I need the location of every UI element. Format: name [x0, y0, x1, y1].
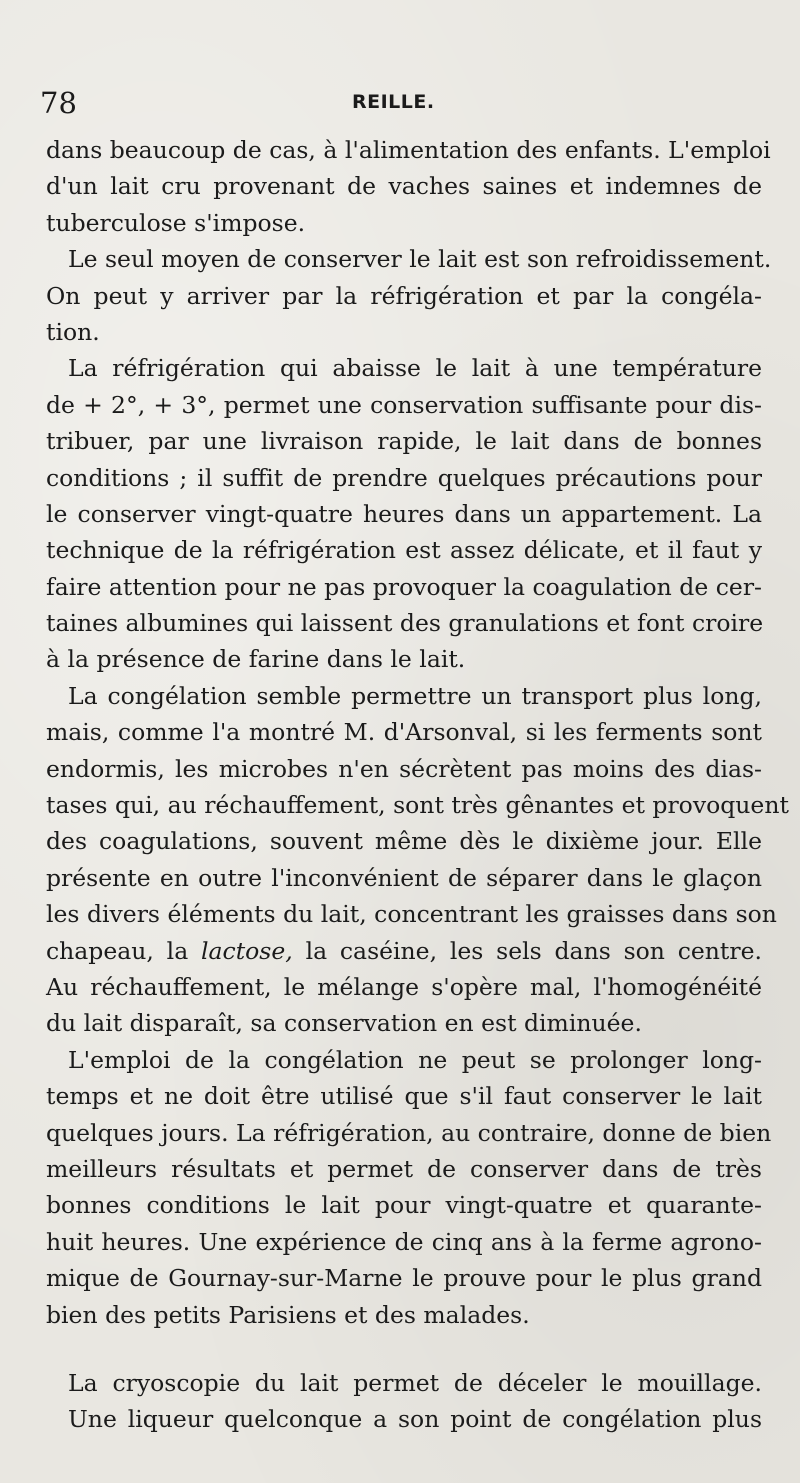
text-line: tases qui, au réchauffement, sont très gênantes et provoquent — [46, 791, 789, 820]
text-line: bonnes conditions le lait pour vingt-quatre et quarante- — [46, 1191, 762, 1220]
page-header — [40, 86, 760, 126]
text-line: La congélation semble permettre un transport plus long, — [68, 681, 762, 710]
text-line: tribuer, par une livraison rapide, le lait dans de bonnes — [46, 427, 762, 456]
text-line: endormis, les microbes n'en sécrètent pas moins des dias- — [46, 754, 762, 783]
text-line: technique de la réfrigération est assez délicate, et il faut y — [46, 536, 762, 565]
text-fragment: la caséine, les sels dans son centre. — [305, 936, 762, 965]
text-line: à la présence de farine dans le lait. — [46, 645, 466, 674]
italic-term: lactose, — [201, 936, 293, 965]
text-line: le conserver vingt-quatre heures dans un appartement. La — [46, 499, 762, 528]
text-line: huit heures. Une expérience de cinq ans à la ferme agrono- — [46, 1227, 762, 1256]
text-line: On peut y arriver par la réfrigération et par la congéla- — [46, 281, 762, 310]
text-line: Au réchauffement, le mélange s'opère mal, l'homogénéité — [46, 972, 762, 1001]
text-line: dans beaucoup de cas, à l'alimentation des enfants. L'emploi — [46, 136, 771, 164]
text-line: de + 2°, + 3°, permet une conservation suffisante pour dis- — [46, 390, 762, 419]
text-line: bien des petits Parisiens et des malades. — [46, 1300, 530, 1329]
text-line: temps et ne doit être utilisé que s'il faut conserver le lait — [46, 1082, 762, 1111]
text-line: présente en outre l'inconvénient de séparer dans le glaçon — [46, 863, 762, 892]
text-line: du lait disparaît, sa conservation en est diminuée. — [46, 1009, 642, 1038]
text-line: taines albumines qui laissent des granulations et font croire — [46, 609, 764, 638]
text-line: L'emploi de la congélation ne peut se prolonger long- — [68, 1045, 762, 1074]
text-fragment: chapeau, la — [46, 936, 189, 965]
text-line: quelques jours. La réfrigération, au contraire, donne de bien — [46, 1118, 772, 1147]
text-line: des coagulations, souvent même dès le dixième jour. Elle — [46, 827, 762, 856]
text-line: mique de Gournay-sur-Marne le prouve pour le plus grand — [46, 1264, 762, 1293]
text-line: d'un lait cru provenant de vaches saines et indemnes de — [46, 172, 762, 201]
text-line: meilleurs résultats et permet de conserver dans de très — [46, 1154, 762, 1183]
text-line: faire attention pour ne pas provoquer la coagulation de cer- — [46, 572, 762, 601]
text-line: conditions ; il suffit de prendre quelques précautions pour — [46, 463, 762, 492]
text-line: Une liqueur quelconque a son point de congélation plus — [68, 1405, 762, 1434]
body-text — [46, 132, 789, 1438]
page-number: 78 — [40, 86, 77, 120]
running-head: REILLE. — [352, 91, 435, 113]
paragraph-gap — [46, 1333, 762, 1365]
text-line: Le seul moyen de conserver le lait est son refroidissement. — [68, 245, 772, 274]
text-line: La réfrigération qui abaisse le lait à une température — [68, 354, 762, 383]
text-line: tuberculose s'impose. — [46, 208, 306, 237]
text-line: les divers éléments du lait, concentrant les graisses dans son — [46, 900, 777, 929]
text-line: La cryoscopie du lait permet de déceler le mouillage. — [68, 1368, 762, 1397]
text-line-mixed — [46, 933, 762, 969]
text-line: mais, comme l'a montré M. d'Arsonval, si les ferments sont — [46, 718, 762, 747]
text-line: tion. — [46, 317, 100, 346]
